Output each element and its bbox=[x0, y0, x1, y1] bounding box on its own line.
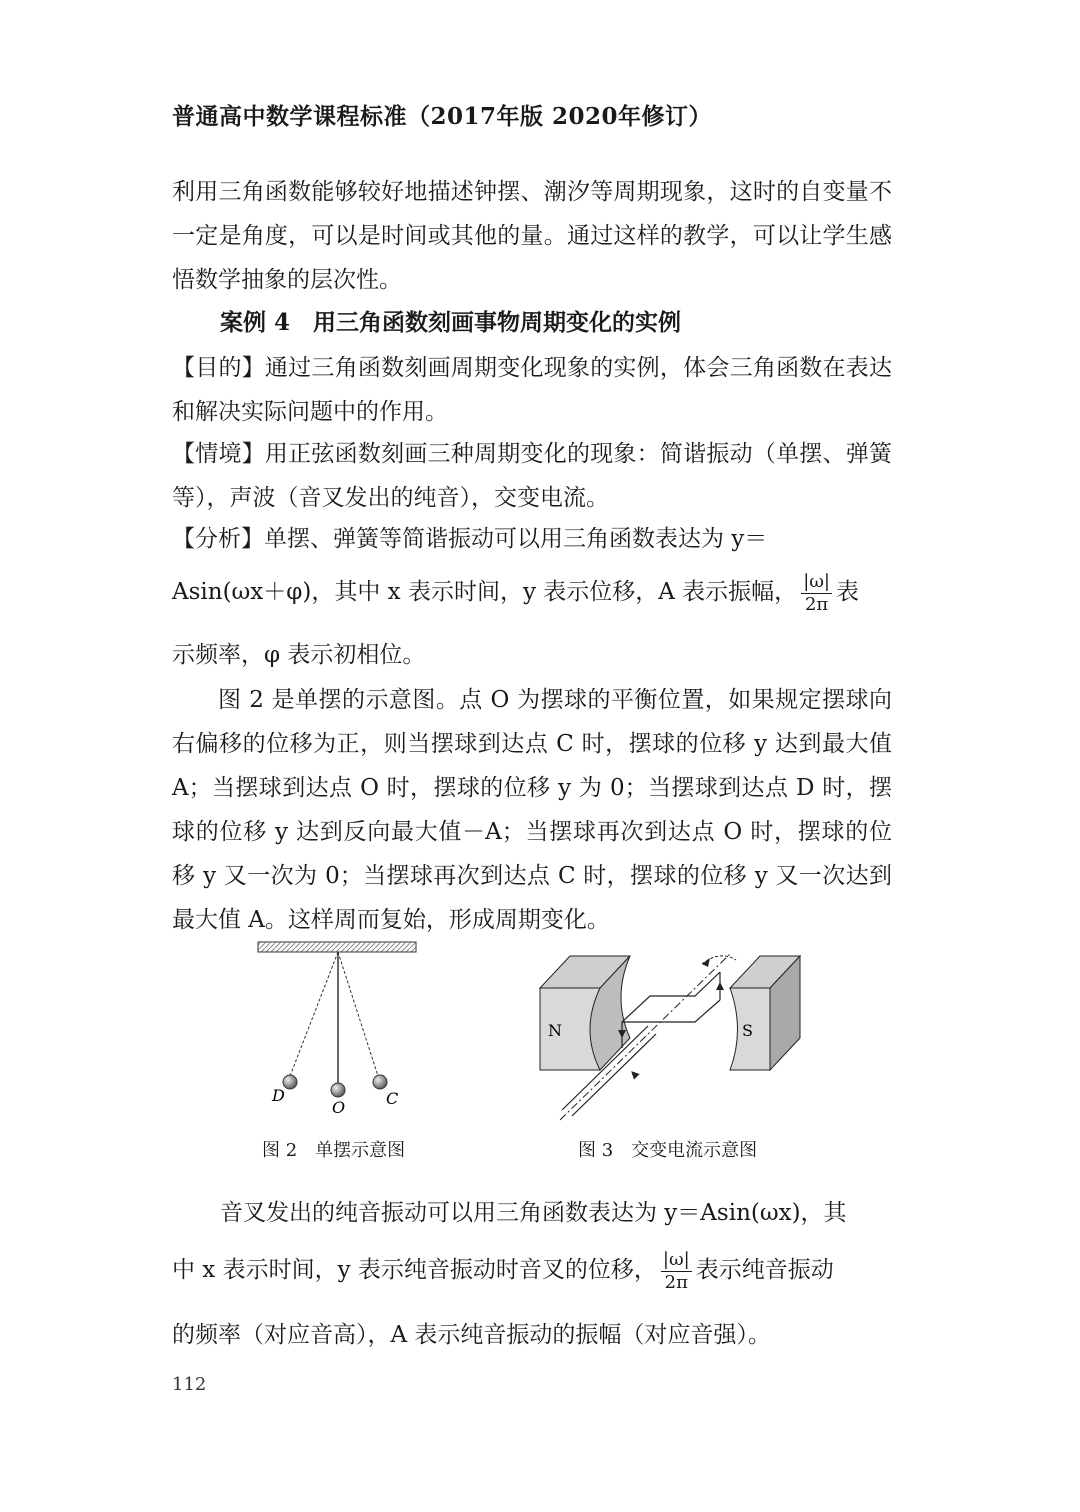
analysis-line-1: 【分析】单摆、弹簧等简谐振动可以用三角函数表达为 y＝ bbox=[172, 526, 768, 552]
tuning-fraction-denominator: 2π bbox=[664, 1271, 688, 1293]
pendulum-paragraph: 图 2 是单摆的示意图。点 O 为摆球的平衡位置，如果规定摆球向右偏移的位移为正，则当摆球到达点 C 时，摆球的位移 y 达到最大值 A；当摆球到达点 O 时，摆球的位移 y 为 0；当摆球到达点 D 时，摆球的位移 y 达到反向最大值－A；当摆球再次到达点 O 时，摆球的位移 y 又一次为 0；当摆球再次到达点 C 时，摆球的位移 y 又一次达到最大值 A。这样周而复始，形成周期变化。 bbox=[172, 687, 892, 933]
situation-paragraph: 【情境】用正弦函数刻画三种周期变化的现象：简谐振动（单摆、弹簧等），声波（音叉发出的纯音），交变电流。 bbox=[172, 441, 892, 511]
tuning-line-2a: 中 x 表示时间，y 表示纯音振动时音叉的位移， bbox=[172, 1257, 657, 1283]
figure-2-caption: 图 2 单摆示意图 bbox=[262, 1140, 406, 1161]
figure-3-caption: 图 3 交变电流示意图 bbox=[578, 1140, 758, 1161]
label-d: D bbox=[272, 1086, 285, 1105]
tuning-line-1: 音叉发出的纯音振动可以用三角函数表达为 y＝Asin(ωx)，其 bbox=[220, 1200, 847, 1226]
coil-top bbox=[622, 972, 720, 1022]
current-arrow-up bbox=[716, 982, 724, 990]
analysis-line-2 bbox=[172, 566, 859, 618]
string-right bbox=[338, 952, 378, 1076]
string-left bbox=[290, 952, 338, 1076]
pendulum-support bbox=[258, 942, 416, 952]
page-number: 112 bbox=[172, 1374, 207, 1395]
intro-paragraph: 利用三角函数能够较好地描述钟摆、潮汐等周期现象，这时的自变量不一定是角度，可以是时间或其他的量。通过这样的教学，可以让学生感悟数学抽象的层次性。 bbox=[172, 179, 892, 293]
case-title: 案例 4 用三角函数刻画事物周期变化的实例 bbox=[220, 309, 682, 336]
ball-d bbox=[283, 1075, 297, 1089]
running-header: 普通高中数学课程标准（2017年版 2020年修订） bbox=[172, 103, 713, 130]
fraction-numerator: |ω| bbox=[803, 570, 830, 592]
label-c: C bbox=[386, 1089, 399, 1108]
frequency-fraction bbox=[801, 571, 832, 616]
label-o: O bbox=[332, 1098, 346, 1117]
pendulum-figure bbox=[250, 938, 430, 1118]
analysis-line-2a: Asin(ωx＋φ)，其中 x 表示时间，y 表示位移，A 表示振幅， bbox=[172, 579, 798, 605]
label-n: N bbox=[548, 1021, 562, 1040]
fraction-denominator: 2π bbox=[804, 593, 829, 615]
tuning-frequency-fraction bbox=[661, 1249, 692, 1294]
tuning-line-2 bbox=[172, 1244, 834, 1296]
purpose-paragraph: 【目的】通过三角函数刻画周期变化现象的实例，体会三角函数在表达和解决实际问题中的作用。 bbox=[172, 355, 892, 425]
analysis-line-3: 示频率，φ 表示初相位。 bbox=[172, 642, 426, 668]
tuning-line-3: 的频率（对应音高），A 表示纯音振动的振幅（对应音强）。 bbox=[172, 1322, 771, 1348]
generator-figure bbox=[530, 938, 810, 1123]
label-s: S bbox=[742, 1021, 753, 1040]
ball-o bbox=[331, 1083, 345, 1097]
current-arrow-wire bbox=[628, 1068, 639, 1079]
analysis-line-2b: 表 bbox=[836, 579, 859, 605]
ball-c bbox=[373, 1075, 387, 1089]
tuning-line-2b: 表示纯音振动 bbox=[695, 1257, 834, 1283]
tuning-fraction-numerator: |ω| bbox=[662, 1248, 690, 1270]
